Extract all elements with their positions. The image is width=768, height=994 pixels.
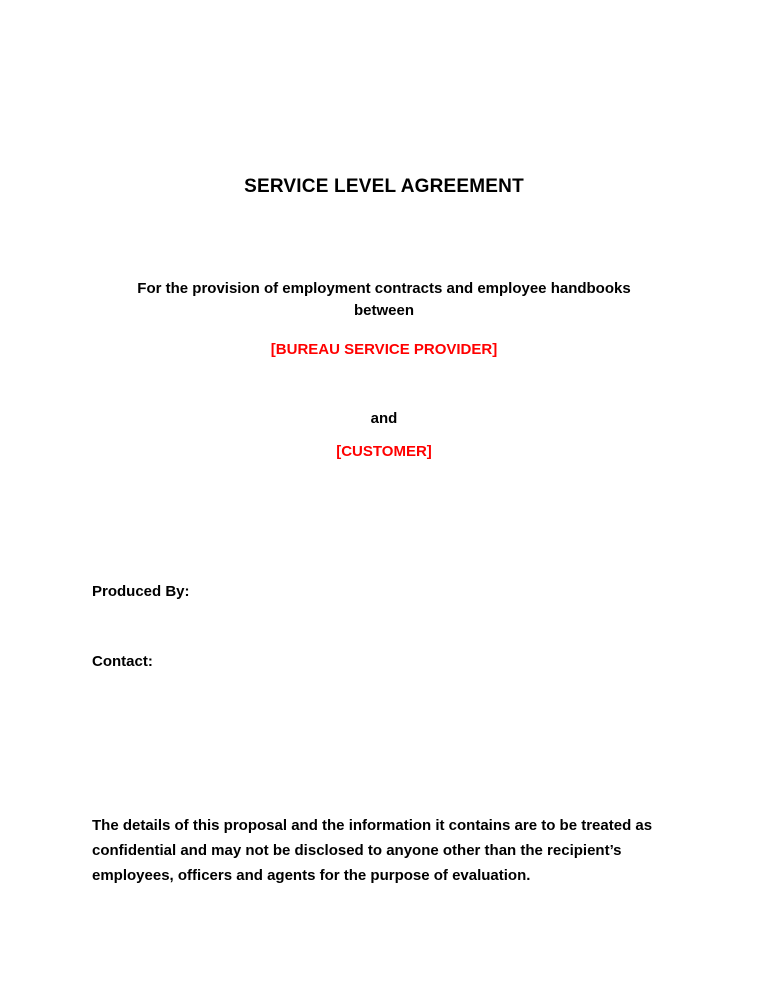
document-title: SERVICE LEVEL AGREEMENT (244, 176, 524, 197)
agreement-purpose: For the provision of employment contracts and employee handbooks between (137, 280, 631, 319)
party-conjunction: and (370, 410, 398, 427)
confidentiality-notice: The details of this proposal and the information it contains are to be treated as confidential and may not be disclosed to anyone other than the recipient’s employees, officers and agents for the purpose of evaluation. (92, 817, 653, 884)
service-provider-placeholder: [BUREAU SERVICE PROVIDER] (270, 341, 498, 358)
contact-label: Contact: (92, 653, 153, 670)
produced-by-label: Produced By: (92, 583, 190, 600)
customer-placeholder: [CUSTOMER] (336, 443, 432, 460)
